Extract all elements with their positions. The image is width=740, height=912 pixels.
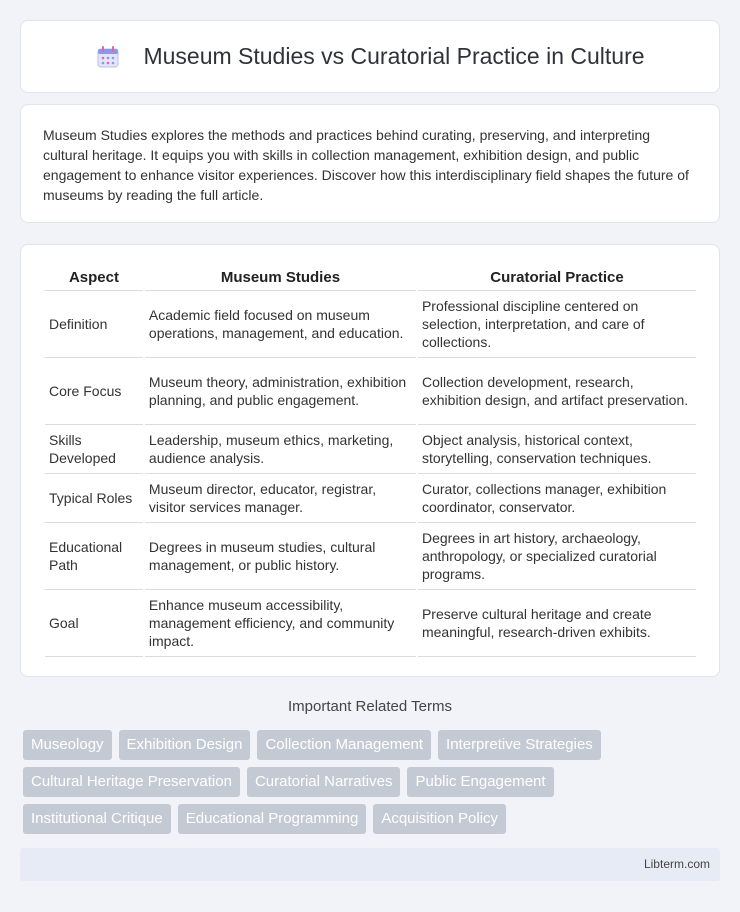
header-card bbox=[20, 20, 720, 93]
tag-museology[interactable]: Museology bbox=[23, 730, 112, 760]
row-museum-studies: Degrees in museum studies, cultural management, or public history. bbox=[145, 523, 416, 590]
tag-public-engagement[interactable]: Public Engagement bbox=[407, 767, 553, 797]
tag-acquisition-policy[interactable]: Acquisition Policy bbox=[373, 804, 506, 834]
row-aspect: Typical Roles bbox=[45, 474, 143, 523]
tag-row bbox=[23, 730, 723, 760]
calendar-icon bbox=[95, 44, 121, 70]
footer bbox=[20, 848, 720, 881]
table-row bbox=[45, 590, 696, 657]
table-row bbox=[45, 523, 696, 590]
row-curatorial-practice: Preserve cultural heritage and create meaningful, research-driven exhibits. bbox=[418, 590, 696, 657]
header-curatorial-practice: Curatorial Practice bbox=[418, 265, 696, 291]
row-aspect: Goal bbox=[45, 590, 143, 657]
row-aspect: Skills Developed bbox=[45, 425, 143, 474]
tag-educational-programming[interactable]: Educational Programming bbox=[178, 804, 367, 834]
row-museum-studies: Museum theory, administration, exhibition planning, and public engagement. bbox=[145, 358, 416, 425]
row-museum-studies: Leadership, museum ethics, marketing, audience analysis. bbox=[145, 425, 416, 474]
row-curatorial-practice: Professional discipline centered on selection, interpretation, and care of collections. bbox=[418, 291, 696, 358]
intro-card bbox=[20, 104, 720, 223]
tag-row bbox=[23, 767, 723, 797]
row-curatorial-practice: Collection development, research, exhibition design, and artifact preservation. bbox=[418, 358, 696, 425]
row-aspect: Educational Path bbox=[45, 523, 143, 590]
tag-exhibition-design[interactable]: Exhibition Design bbox=[119, 730, 251, 760]
row-aspect: Definition bbox=[45, 291, 143, 358]
header-museum-studies: Museum Studies bbox=[145, 265, 416, 291]
tag-cultural-heritage-preservation[interactable]: Cultural Heritage Preservation bbox=[23, 767, 240, 797]
row-museum-studies: Enhance museum accessibility, management efficiency, and community impact. bbox=[145, 590, 416, 657]
related-terms bbox=[23, 730, 723, 841]
comparison-card bbox=[20, 244, 720, 677]
comparison-table bbox=[43, 265, 698, 657]
page-title: Museum Studies vs Curatorial Practice in Culture bbox=[143, 43, 645, 69]
table-header-row bbox=[45, 265, 696, 291]
tag-curatorial-narratives[interactable]: Curatorial Narratives bbox=[247, 767, 401, 797]
table-row bbox=[45, 291, 696, 358]
row-museum-studies: Museum director, educator, registrar, visitor services manager. bbox=[145, 474, 416, 523]
row-curatorial-practice: Curator, collections manager, exhibition coordinator, conservator. bbox=[418, 474, 696, 523]
row-curatorial-practice: Degrees in art history, archaeology, anthropology, or specialized curatorial programs. bbox=[418, 523, 696, 590]
intro-text: Museum Studies explores the methods and practices behind curating, preserving, and interpreting cultural heritage. It equips you with skills in collection management, exhibition design, and public engagement to enhance visitor experiences. Discover how this interdisciplinary field shapes the future of museums by reading the full article. bbox=[43, 127, 689, 203]
related-terms-title: Important Related Terms bbox=[288, 698, 452, 715]
tag-row bbox=[23, 804, 723, 834]
table-row bbox=[45, 358, 696, 425]
footer-site-link[interactable]: Libterm.com bbox=[643, 857, 710, 871]
header-aspect: Aspect bbox=[45, 265, 143, 291]
tag-institutional-critique[interactable]: Institutional Critique bbox=[23, 804, 171, 834]
tag-collection-management[interactable]: Collection Management bbox=[257, 730, 431, 760]
row-aspect: Core Focus bbox=[45, 358, 143, 425]
row-museum-studies: Academic field focused on museum operations, management, and education. bbox=[145, 291, 416, 358]
row-curatorial-practice: Object analysis, historical context, storytelling, conservation techniques. bbox=[418, 425, 696, 474]
tag-interpretive-strategies[interactable]: Interpretive Strategies bbox=[438, 730, 601, 760]
table-row bbox=[45, 425, 696, 474]
table-row bbox=[45, 474, 696, 523]
